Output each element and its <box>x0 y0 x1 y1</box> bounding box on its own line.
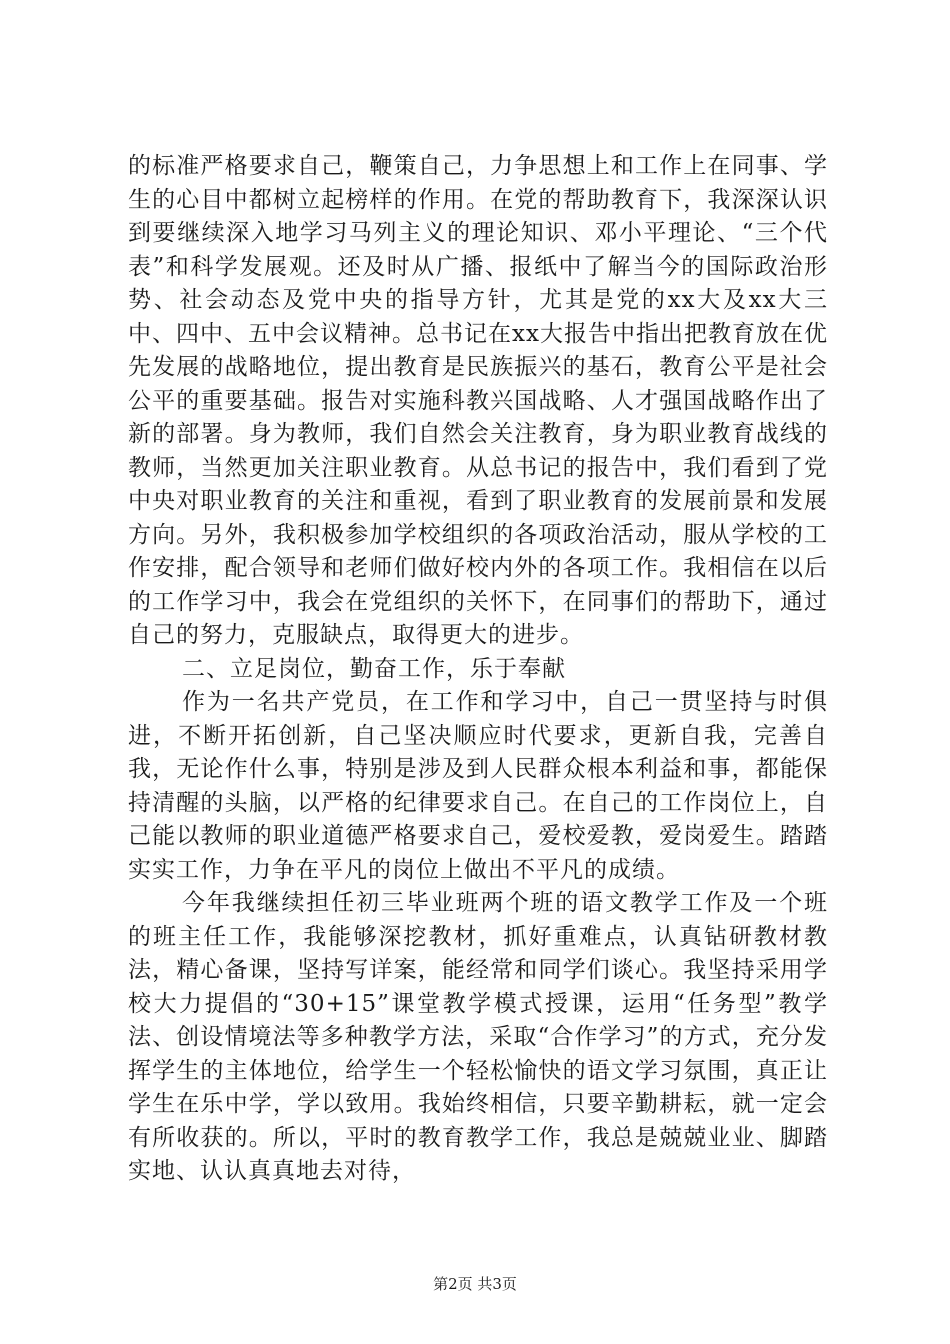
paragraph-2: 作为一名共产党员，在工作和学习中，自己一贯坚持与时俱进，不断开拓创新，自己坚决顺应时代要求，更新自我，完善自我，无论作什么事，特别是涉及到人民群众根本利益和事，都能保持清醒的头脑，以严格的纪律要求自己。在自己的工作岗位上，自己能以教师的职业道德严格要求自己，爱校爱教，爱岗爱生。踏踏实实工作，力争在平凡的岗位上做出不平凡的成绩。 <box>128 689 828 883</box>
document-body <box>128 150 828 1189</box>
paragraph-1: 的标准严格要求自己，鞭策自己，力争思想上和工作上在同事、学生的心目中都树立起榜样的作用。在党的帮助教育下，我深深认识到要继续深入地学习马列主义的理论知识、邓小平理论、“三个代表”和科学发展观。还及时从广播、报纸中了解当今的国际政治形势、社会动态及党中央的指导方针，尤其是党的xx大及xx大三中、四中、五中会议精神。总书记在xx大报告中指出把教育放在优先发展的战略地位，提出教育是民族振兴的基石，教育公平是社会公平的重要基础。报告对实施科教兴国战略、人才强国战略作出了新的部署。身为教师，我们自然会关注教育，身为职业教育战线的教师，当然更加关注职业教育。从总书记的报告中，我们看到了党中央对职业教育的关注和重视，看到了职业教育的发展前景和发展方向。另外，我积极参加学校组织的各项政治活动，服从学校的工作安排，配合领导和老师们做好校内外的各项工作。我相信在以后的工作学习中，我会在党组织的关怀下，在同事们的帮助下，通过自己的努力，克服缺点，取得更大的进步。 <box>128 153 828 648</box>
section-heading: 二、立足岗位，勤奋工作，乐于奉献 <box>182 655 566 682</box>
paragraph-3: 今年我继续担任初三毕业班两个班的语文教学工作及一个班的班主任工作，我能够深挖教材，抓好重难点，认真钻研教材教法，精心备课，坚持写详案，能经常和同学们谈心。我坚持采用学校大力提倡的“30+15”课堂教学模式授课，运用“任务型”教学法、创设情境法等多种教学方法，采取“合作学习”的方式，充分发挥学生的主体地位，给学生一个轻松愉快的语文学习氛围，真正让学生在乐中学，学以致用。我始终相信，只要辛勤耕耘，就一定会有所收获的。所以，平时的教育教学工作，我总是兢兢业业、脚踏实地、认认真真地去对待， <box>128 890 828 1184</box>
page-number-footer: 第2页 共3页 <box>433 1275 517 1293</box>
